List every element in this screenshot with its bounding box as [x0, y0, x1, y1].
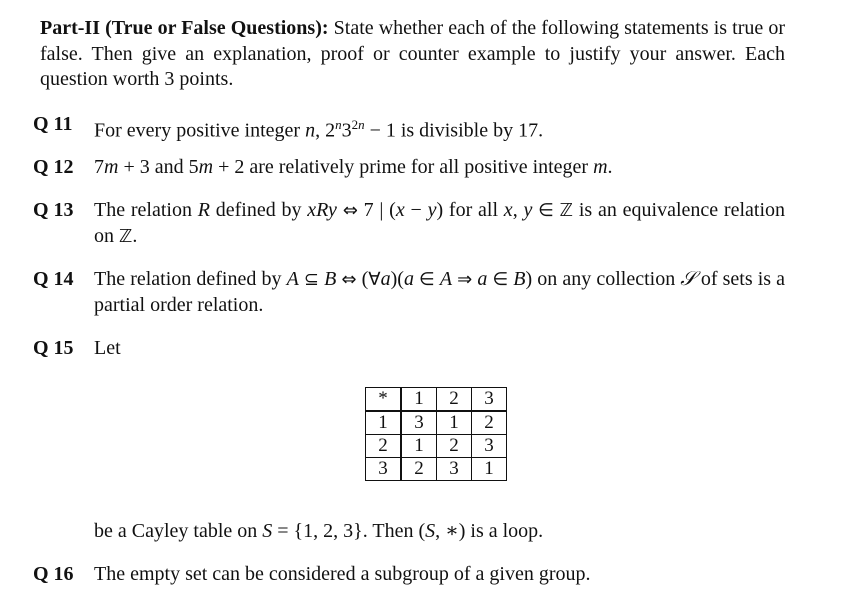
table-cell: 1: [437, 411, 472, 435]
question-15-continuation: be a Cayley table on S = {1, 2, 3}. Then (S, ∗) is a loop.: [94, 520, 544, 542]
table-header-row: [366, 388, 507, 412]
table-cell: 2: [366, 435, 402, 458]
table-cell: 3: [401, 411, 437, 435]
question-number: Q 15: [33, 337, 74, 359]
question-16: [33, 562, 785, 588]
question-14: [33, 267, 785, 318]
question-number: Q 16: [33, 563, 74, 585]
table-cell: 2: [437, 388, 472, 412]
table-cell: 2: [437, 435, 472, 458]
table-cell: 3: [472, 435, 507, 458]
part-ii-instructions: [40, 16, 785, 93]
table-cell: 3: [366, 458, 402, 481]
cayley-table: [365, 387, 507, 481]
question-number: Q 14: [33, 268, 74, 290]
question-text: The relation R defined by xRy ⇔ 7 | (x − y) for all x, y ∈ ℤ is an equivalence relation on ℤ.: [94, 199, 786, 247]
table-cell: 2: [472, 411, 507, 435]
part-heading: Part-II (True or False Questions):: [40, 17, 329, 39]
instructions-text: State whether each of the following statements is true or false. Then give an explanation, proof or counter example to justify your answer. Each question worth 3 points.: [40, 17, 786, 90]
table-cell: 3: [472, 388, 507, 412]
table-row: [366, 411, 507, 435]
question-number: Q 12: [33, 156, 74, 178]
table-cell: *: [366, 388, 402, 412]
table-cell: 1: [401, 435, 437, 458]
question-13: [33, 198, 785, 249]
table-cell: 1: [401, 388, 437, 412]
question-text: The empty set can be considered a subgroup of a given group.: [94, 563, 591, 585]
table-row: [366, 458, 507, 481]
table-cell: 1: [472, 458, 507, 481]
table-cell: 2: [401, 458, 437, 481]
question-number: Q 11: [33, 113, 73, 135]
question-number: Q 13: [33, 199, 74, 221]
question-text: 7m + 3 and 5m + 2 are relatively prime for all positive integer m.: [94, 156, 613, 178]
table-row: [366, 435, 507, 458]
table-cell: 1: [366, 411, 402, 435]
table-cell: 3: [437, 458, 472, 481]
question-text: Let: [94, 337, 121, 359]
question-12: [33, 155, 785, 181]
question-15: [33, 336, 785, 362]
question-11: [33, 112, 785, 144]
question-text: The relation defined by A ⊆ B ⇔ (∀a)(a ∈ A ⇒ a ∈ B) on any collection 𝒮 of sets is a partial order relation.: [94, 268, 786, 316]
question-text: For every positive integer n, $2^n3^{2n} - 1$ is divisible by 17.: [94, 117, 544, 142]
